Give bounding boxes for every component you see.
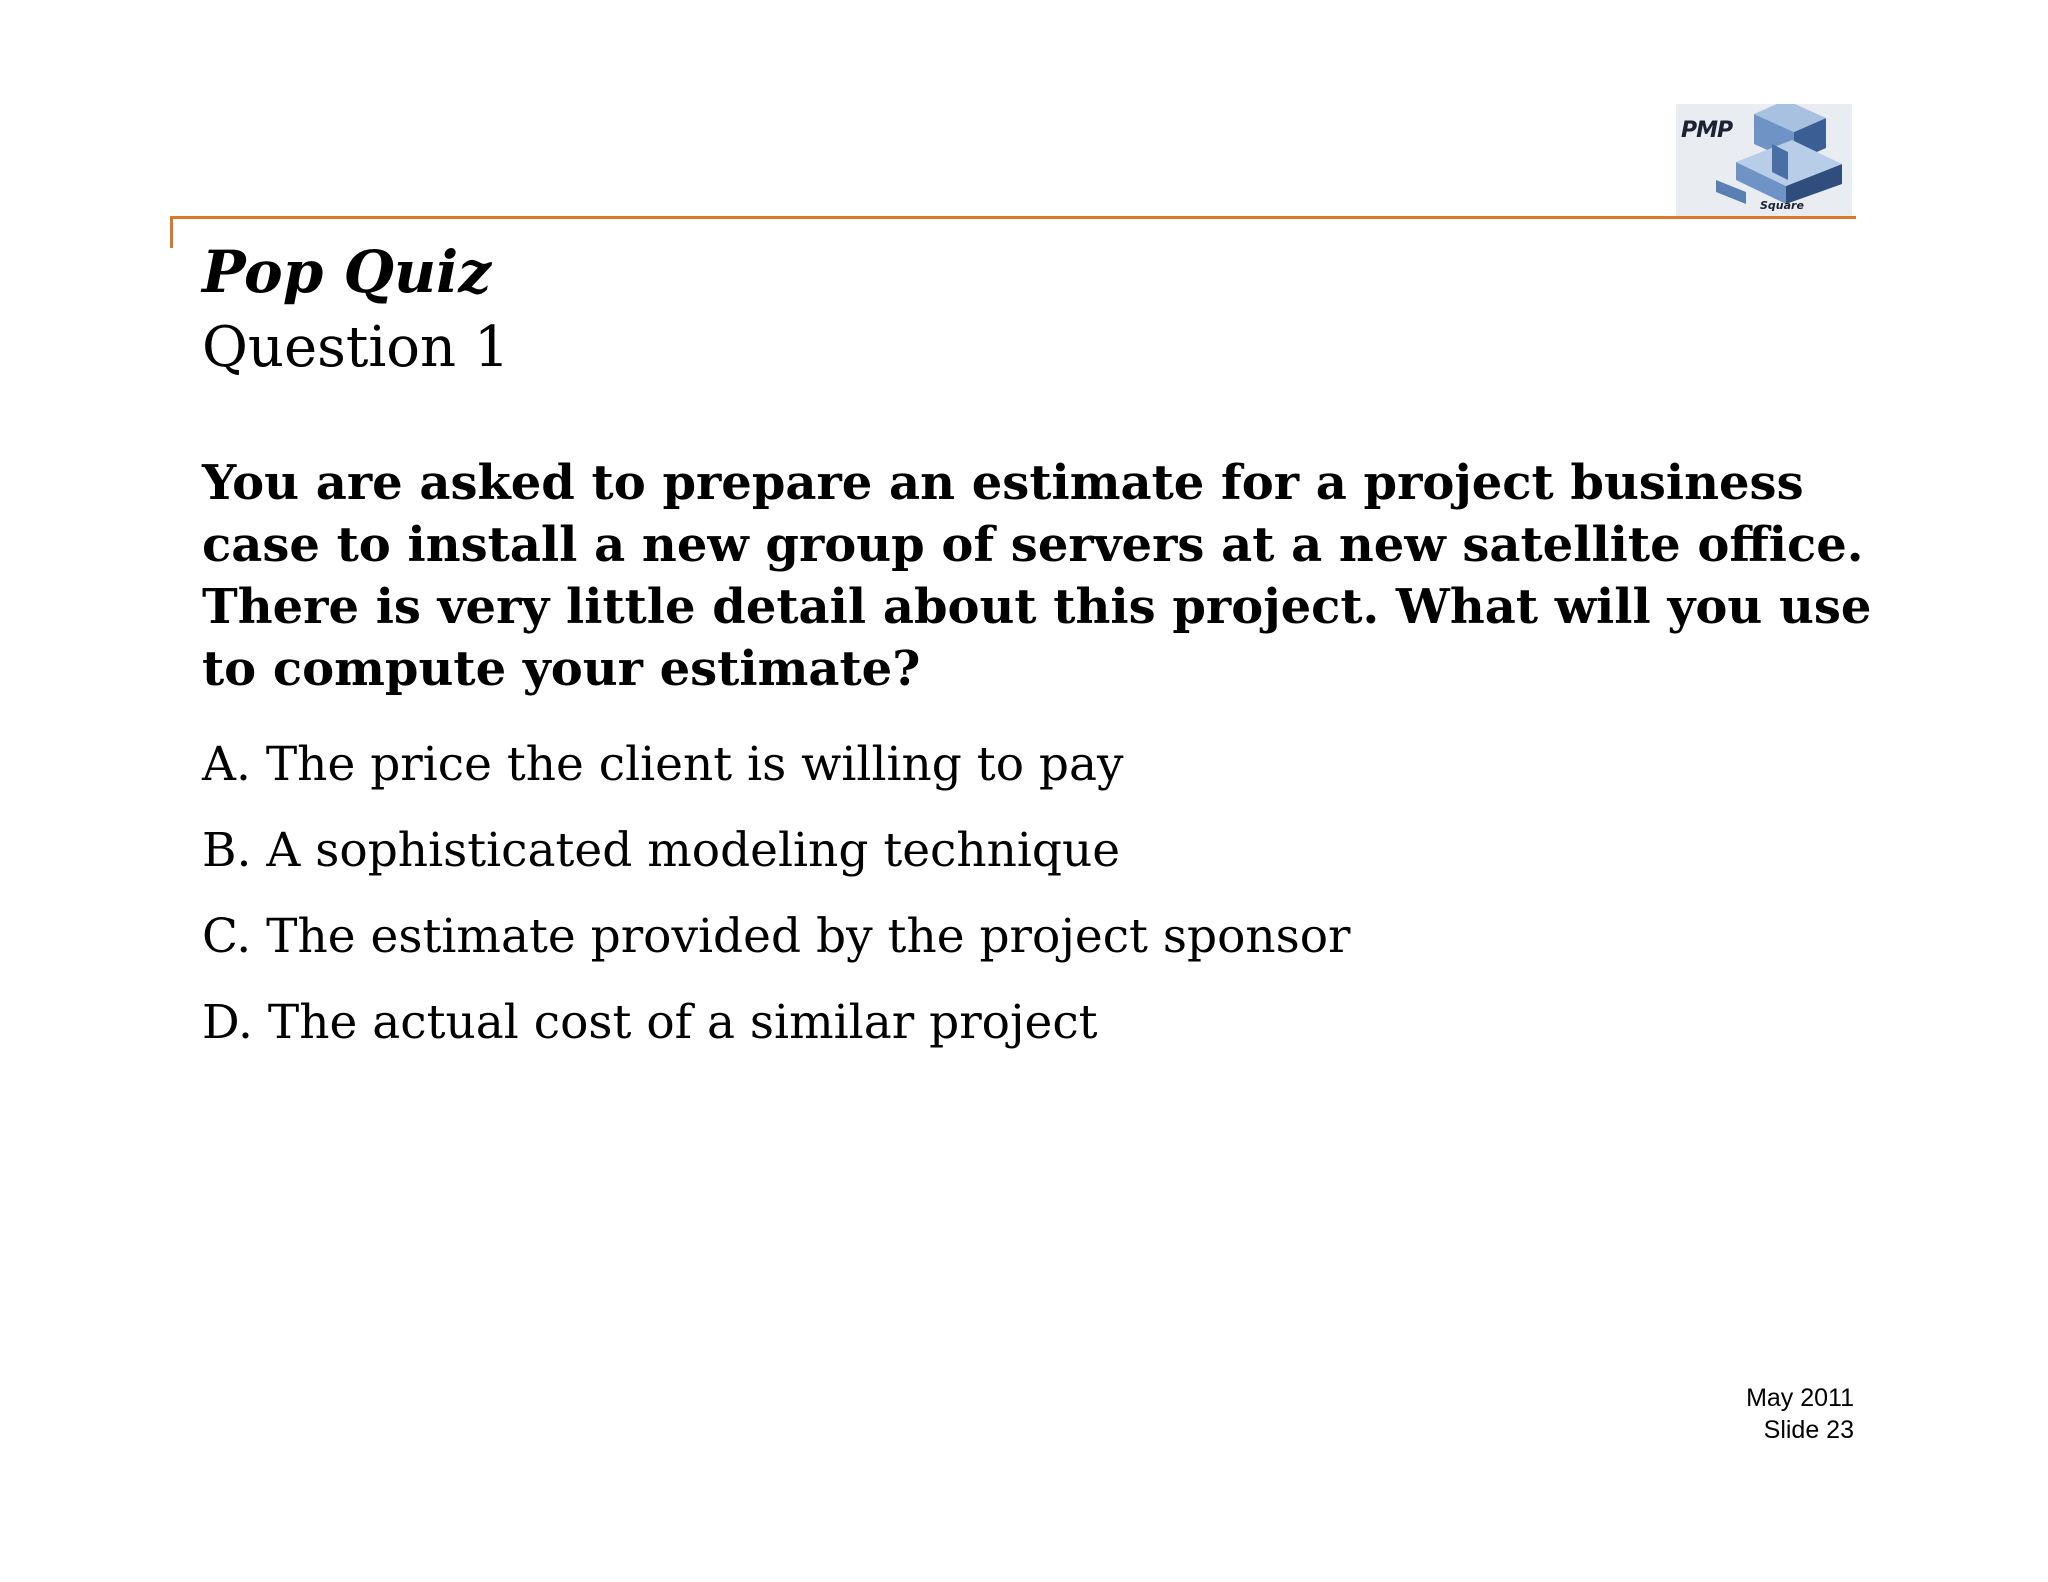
answer-options xyxy=(202,722,1802,1066)
answer-option-d: D. The actual cost of a similar project xyxy=(202,995,1098,1050)
header-rule xyxy=(170,216,1856,219)
answer-option-c: C. The estimate provided by the project sponsor xyxy=(202,909,1351,964)
logo-brand-subtext: Square xyxy=(1760,199,1804,212)
footer-slide-number: Slide 23 xyxy=(1763,1416,1854,1444)
slide-title: Pop Quiz xyxy=(202,238,492,306)
footer-date: May 2011 xyxy=(1746,1384,1854,1412)
slide-footer xyxy=(1746,1382,1854,1446)
logo-brand-text: PMP xyxy=(1681,118,1733,143)
answer-option-a: A. The price the client is willing to pay xyxy=(202,737,1124,792)
answer-option-b: B. A sophisticated modeling technique xyxy=(202,823,1121,878)
slide-subtitle: Question 1 xyxy=(202,315,510,380)
quiz-question: You are asked to prepare an estimate for a project business case to install a new group of servers at a new satellite office. There is very little detail about this project. What will you use to compute your estimate? xyxy=(202,455,1872,697)
header-rule-tick xyxy=(170,216,173,248)
